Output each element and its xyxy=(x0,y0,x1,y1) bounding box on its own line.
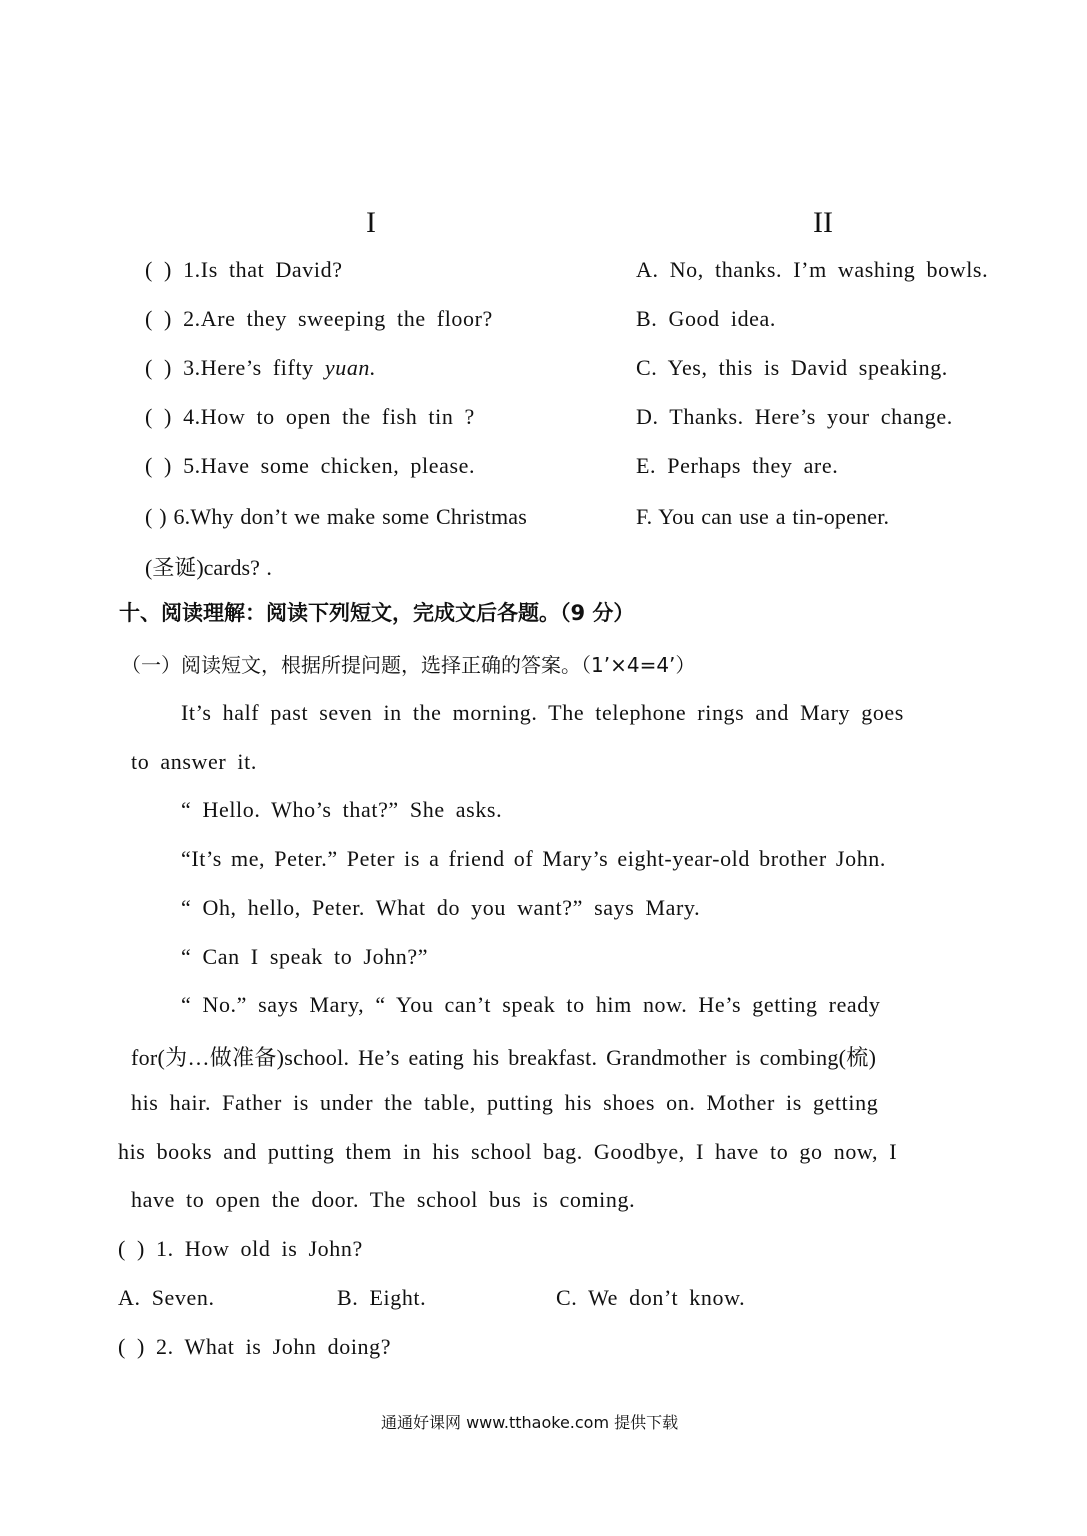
question-text: 1.Is that David? xyxy=(183,257,343,282)
section-heading: 十、阅读理解：阅读下列短文，完成文后各题。（9 分） xyxy=(119,601,635,625)
answer-paren[interactable]: ( ) xyxy=(145,404,172,429)
matching-answer-B: B. Good idea. xyxy=(636,306,777,331)
answer-paren[interactable]: ( ) xyxy=(145,504,167,529)
passage-line: “ Oh, hello, Peter. What do you want?” says Mary. xyxy=(181,895,701,920)
question-text: 6.Why don’t we make some Christmas xyxy=(173,504,528,529)
passage-line: have to open the door. The school bus is coming. xyxy=(131,1187,636,1212)
passage-line: his hair. Father is under the table, putting his shoes on. Mother is getting xyxy=(131,1090,879,1115)
matching-answer-F: F. You can use a tin-opener. xyxy=(636,504,890,529)
passage-line: “ No.” says Mary, “ You can’t speak to him now. He’s getting ready xyxy=(181,992,881,1017)
passage-line: It’s half past seven in the morning. The telephone rings and Mary goes xyxy=(181,700,904,725)
comprehension-question-2: ( ) 2. What is John doing? xyxy=(118,1334,392,1359)
passage-line: his books and putting them in his school bag. Goodbye, I have to go now, I xyxy=(118,1139,898,1164)
passage-line: “ Can I speak to John?” xyxy=(181,944,429,969)
question-text: 2.Are they sweeping the floor? xyxy=(183,306,493,331)
passage-line: to answer it. xyxy=(131,749,257,774)
comprehension-question-1: ( ) 1. How old is John? xyxy=(118,1236,363,1261)
question-1-option-A: A. Seven. xyxy=(118,1285,215,1310)
question-text-italic: yuan. xyxy=(324,355,377,380)
page-footer: 通通好课网 www.tthaoke.com 提供下载 xyxy=(381,1413,679,1432)
answer-paren[interactable]: ( ) xyxy=(145,257,172,282)
passage-line: “It’s me, Peter.” Peter is a friend of Mary’s eight-year-old brother John. xyxy=(181,846,886,871)
column-header-II: II xyxy=(813,206,833,239)
passage-line: for(为…做准备)school. He’s eating his breakfast. Grandmother is combing(梳) xyxy=(131,1045,877,1070)
matching-question-4 xyxy=(145,404,475,430)
question-1-option-C: C. We don’t know. xyxy=(556,1285,746,1310)
matching-question-3 xyxy=(145,355,376,381)
matching-question-5 xyxy=(145,453,475,479)
passage-line: “ Hello. Who’s that?” She asks. xyxy=(181,797,503,822)
matching-question-6 xyxy=(145,504,527,530)
answer-paren[interactable]: ( ) xyxy=(145,306,172,331)
matching-question-6-continuation: (圣诞)cards? . xyxy=(145,555,272,580)
answer-paren[interactable]: ( ) xyxy=(145,355,172,380)
section-subheading: （一）阅读短文，根据所提问题，选择正确的答案。（1’×4=4’） xyxy=(121,653,696,677)
matching-answer-D: D. Thanks. Here’s your change. xyxy=(636,404,953,429)
matching-question-2 xyxy=(145,306,493,332)
matching-answer-C: C. Yes, this is David speaking. xyxy=(636,355,948,380)
question-text: 5.Have some chicken, please. xyxy=(183,453,476,478)
matching-answer-A: A. No, thanks. I’m washing bowls. xyxy=(636,257,989,282)
column-header-I: I xyxy=(366,206,376,239)
matching-answer-E: E. Perhaps they are. xyxy=(636,453,839,478)
question-text: 4.How to open the fish tin ? xyxy=(183,404,475,429)
question-1-option-B: B. Eight. xyxy=(337,1285,427,1310)
matching-question-1 xyxy=(145,257,343,283)
answer-paren[interactable]: ( ) xyxy=(145,453,172,478)
question-text: 3.Here’s fifty xyxy=(183,355,325,380)
